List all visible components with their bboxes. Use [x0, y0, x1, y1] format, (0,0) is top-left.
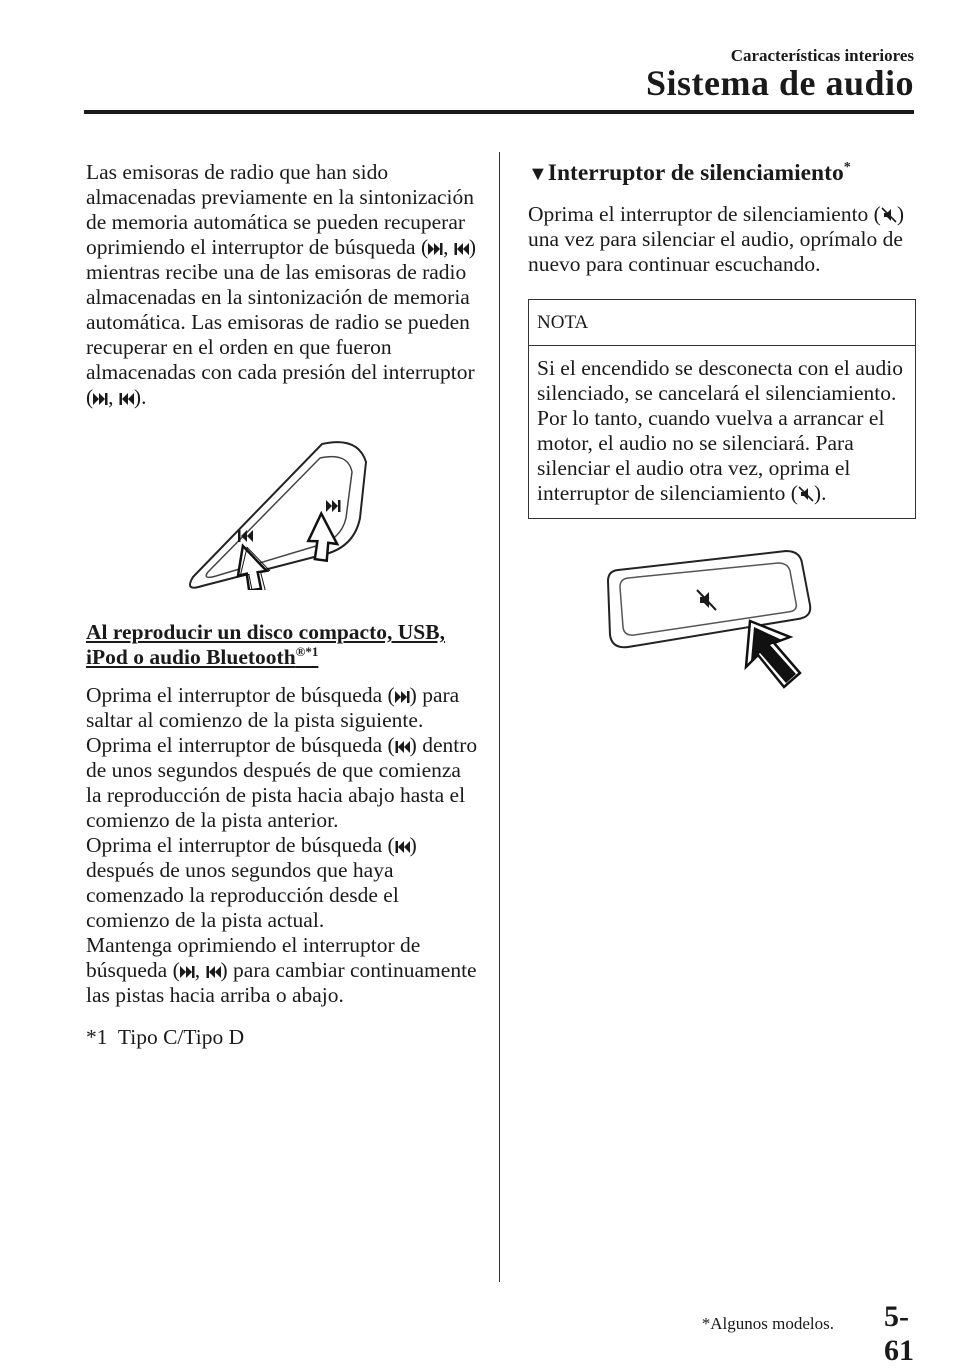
seek-back-icon — [395, 740, 410, 754]
skip-next-paragraph: Oprima el interruptor de búsqueda ( ) para saltar al comienzo de la pista siguiente. — [86, 683, 460, 732]
note-box — [528, 299, 916, 519]
arrow-icon — [234, 543, 272, 590]
note-text: Si el encendido se desconecta con el audio silenciado, se cancelará el silenciamiento. Por lo tanto, cuando vuelva a arrancar el motor, el audio no se silenciará. Para silenciar el audio otra vez, oprima el interruptor de silenciamiento ( ). — [537, 356, 903, 505]
mute-paragraph: Oprima el interruptor de silenciamiento ( ) una vez para silenciar el audio, oprímalo de nuevo para continuar escuchando. — [528, 202, 905, 276]
section-label: Características interiores — [730, 46, 914, 65]
mute-switch-illustration — [598, 549, 916, 715]
section-heading: ▼Interruptor de silenciamiento* — [528, 160, 851, 186]
seek-forward-icon — [180, 965, 195, 979]
seek-back-icon — [119, 392, 134, 406]
continuous-seek-paragraph: Mantenga oprimiendo el interruptor de búsqueda ( , ) para cambiar continuamente las pistas hacia arriba o abajo. — [86, 933, 477, 1007]
seek-forward-icon — [326, 500, 341, 512]
subheading: Al reproducir un disco compacto, USB, iPod o audio Bluetooth$^{®*1}$ — [86, 620, 445, 669]
header-rule — [84, 110, 914, 114]
seek-back-icon — [238, 530, 253, 542]
page-number: 5-61 — [884, 1300, 914, 1367]
footnote: *1 Tipo C/Tipo D — [86, 1025, 245, 1049]
note-label: NOTA — [529, 300, 915, 346]
mute-icon — [881, 207, 897, 223]
seek-back-icon — [206, 965, 221, 979]
arrow-icon — [746, 621, 800, 687]
seek-forward-icon — [93, 392, 108, 406]
footer-note: *Algunos modelos. — [701, 1314, 834, 1333]
right-column — [528, 160, 916, 715]
page-title: Sistema de audio — [645, 63, 914, 103]
seek-back-icon — [454, 242, 469, 256]
seek-back-icon — [395, 840, 410, 854]
column-divider — [499, 152, 500, 1282]
seek-switch-illustration — [86, 440, 481, 596]
heading-marker: ▼ — [528, 163, 548, 185]
seek-forward-icon — [395, 690, 410, 704]
left-column — [86, 160, 481, 1050]
skip-previous-paragraph: Oprima el interruptor de búsqueda ( ) dentro de unos segundos después de que comienza la reproducción de pista hacia abajo hasta el comienzo de la pista anterior. — [86, 733, 478, 832]
mute-icon — [697, 590, 716, 610]
seek-radio-paragraph: Las emisoras de radio que han sido almacenadas previamente en la sintonización de memoria automática se pueden recuperar oprimiendo el interruptor de búsqueda ( , ) mientras recibe una de las emisoras de radio almacenadas en la sintonización de memoria automática. Las emisoras de radio se pueden recuperar en el orden en que fueron almacenadas con cada presión del interruptor ( , ). — [86, 160, 477, 409]
mute-icon — [798, 486, 814, 502]
restart-track-paragraph: Oprima el interruptor de búsqueda ( ) después de unos segundos que haya comenzado la reproducción desde el comienzo de la pista actual. — [86, 833, 417, 932]
seek-forward-icon — [428, 242, 443, 256]
